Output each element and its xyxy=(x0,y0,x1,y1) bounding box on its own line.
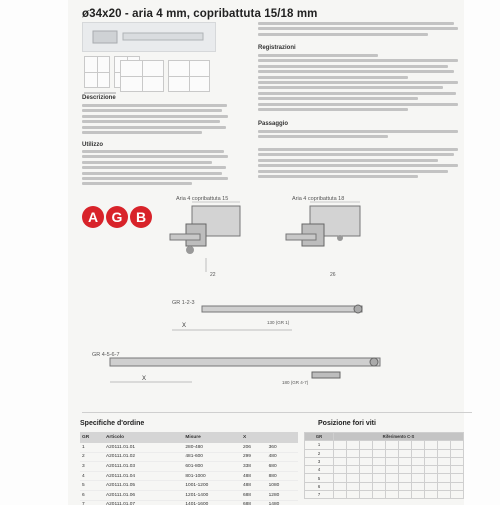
table-row xyxy=(80,490,298,500)
pos-col-gr: GR xyxy=(305,433,334,441)
table-cell: 1201-1400 xyxy=(183,490,241,500)
spec-col-articolo: Articolo xyxy=(104,432,175,443)
drawing-label-15: Aria 4 copribattuta 15 xyxy=(176,196,229,202)
table-cell xyxy=(411,482,424,490)
table-cell xyxy=(372,457,385,465)
table-row xyxy=(80,500,298,505)
table-cell: 3 xyxy=(80,462,104,472)
table-cell xyxy=(411,491,424,499)
table-cell xyxy=(385,449,398,457)
table-cell xyxy=(385,474,398,482)
table-cell xyxy=(450,466,463,474)
table-cell xyxy=(450,457,463,465)
table-cell xyxy=(359,457,372,465)
table-cell xyxy=(424,474,437,482)
table-cell xyxy=(372,449,385,457)
table-cell xyxy=(333,474,346,482)
table-cell: 680 xyxy=(267,462,298,472)
table-cell xyxy=(333,457,346,465)
group-label-1: GR 1-2-3 xyxy=(172,300,195,306)
table-cell: 1401-1600 xyxy=(183,500,241,505)
hinge-photo-icon xyxy=(83,23,215,51)
table-cell xyxy=(398,491,411,499)
table-cell xyxy=(175,462,184,472)
table-cell xyxy=(385,441,398,449)
table-cell xyxy=(437,441,450,449)
table-cell xyxy=(411,457,424,465)
table-cell xyxy=(411,474,424,482)
table-cell: 688 xyxy=(241,500,267,505)
table-cell: 1001-1200 xyxy=(183,481,241,491)
table-cell xyxy=(450,449,463,457)
table-cell xyxy=(175,452,184,462)
table-row xyxy=(305,449,464,457)
table-cell xyxy=(333,491,346,499)
dim-range-1: 130 (GR 1) xyxy=(267,320,290,325)
table-cell xyxy=(424,491,437,499)
table-row xyxy=(80,452,298,462)
page-title: ø34x20 - aria 4 mm, copribattuta 15/18 mm xyxy=(82,8,318,20)
table-cell: 2 xyxy=(305,449,334,457)
table-cell xyxy=(372,482,385,490)
table-cell: A20111.01.06 xyxy=(104,490,175,500)
table-cell xyxy=(385,482,398,490)
table-cell: 299 xyxy=(241,452,267,462)
section-heading-passaggio: Passaggio xyxy=(258,121,289,127)
table-cell: 7 xyxy=(305,491,334,499)
table-cell: A20111.01.03 xyxy=(104,462,175,472)
pos-table xyxy=(304,432,464,499)
table-cell xyxy=(333,449,346,457)
table-cell xyxy=(359,474,372,482)
table-cell xyxy=(450,441,463,449)
cross-section-drawing-15 xyxy=(150,200,250,280)
table-row xyxy=(305,441,464,449)
table-cell: 801-1000 xyxy=(183,471,241,481)
table-cell xyxy=(398,457,411,465)
window-diagram-4 xyxy=(120,60,164,92)
pos-title: Posizione fori viti xyxy=(318,420,376,427)
section-heading-registrazioni: Registrazioni xyxy=(258,45,296,51)
table-cell xyxy=(385,491,398,499)
table-cell xyxy=(437,457,450,465)
table-cell: 280-480 xyxy=(183,443,241,452)
table-cell xyxy=(346,482,359,490)
stay-arm-drawing-2 xyxy=(82,350,394,410)
table-row xyxy=(80,462,298,472)
table-row xyxy=(305,482,464,490)
pos-col-group: Riferimento C-S xyxy=(333,433,463,441)
dim-label-15-a: 22 xyxy=(210,272,216,278)
table-row xyxy=(80,443,298,452)
table-row xyxy=(80,481,298,491)
table-cell xyxy=(398,441,411,449)
table-cell: 1480 xyxy=(267,500,298,505)
group-label-2: GR 4-5-6-7 xyxy=(92,352,120,358)
table-cell xyxy=(450,491,463,499)
table-cell: A20111.01.07 xyxy=(104,500,175,505)
table-cell xyxy=(437,449,450,457)
intro-text xyxy=(258,22,463,38)
table-cell xyxy=(175,443,184,452)
spec-col-x: X xyxy=(241,432,267,443)
table-cell: 4 xyxy=(80,471,104,481)
table-cell xyxy=(372,441,385,449)
table-cell xyxy=(346,441,359,449)
section-heading-utilizzo: Utilizzo xyxy=(82,142,103,148)
table-cell: 338 xyxy=(241,462,267,472)
table-cell: 601-800 xyxy=(183,462,241,472)
spec-header-row xyxy=(80,432,298,443)
table-cell xyxy=(175,500,184,505)
dim-x-label-2: X xyxy=(142,376,147,382)
table-cell xyxy=(346,466,359,474)
table-cell xyxy=(385,457,398,465)
table-cell xyxy=(359,482,372,490)
table-cell: 880 xyxy=(267,471,298,481)
table-row xyxy=(80,471,298,481)
table-cell: 7 xyxy=(80,500,104,505)
spec-table xyxy=(80,432,298,505)
table-cell xyxy=(359,491,372,499)
table-cell xyxy=(333,441,346,449)
table-cell xyxy=(437,474,450,482)
agb-logo-g: G xyxy=(106,206,128,228)
table-cell: A20111.01.02 xyxy=(104,452,175,462)
drawing-label-18: Aria 4 copribattuta 18 xyxy=(292,196,345,202)
utilizzo-text xyxy=(82,150,230,188)
table-cell xyxy=(359,466,372,474)
table-cell xyxy=(398,449,411,457)
table-cell xyxy=(372,491,385,499)
spec-col-extra xyxy=(267,432,298,443)
dim-x-label-1: X xyxy=(182,323,187,329)
agb-logo-a: A xyxy=(82,206,104,228)
table-cell: 2 xyxy=(80,452,104,462)
table-cell xyxy=(359,441,372,449)
table-cell xyxy=(359,449,372,457)
table-cell xyxy=(411,449,424,457)
window-diagram-1 xyxy=(84,56,110,88)
table-cell xyxy=(450,474,463,482)
table-cell xyxy=(437,491,450,499)
table-cell: 5 xyxy=(80,481,104,491)
table-cell xyxy=(372,466,385,474)
table-cell xyxy=(346,474,359,482)
table-cell xyxy=(346,449,359,457)
table-cell xyxy=(437,466,450,474)
table-cell xyxy=(437,482,450,490)
nb-text xyxy=(258,148,463,180)
table-row xyxy=(305,474,464,482)
page-margin-right xyxy=(464,0,500,505)
table-cell xyxy=(398,474,411,482)
table-cell xyxy=(346,457,359,465)
table-cell: 480 xyxy=(267,452,298,462)
passaggio-text xyxy=(258,130,463,141)
table-cell xyxy=(424,441,437,449)
table-cell xyxy=(333,466,346,474)
table-cell xyxy=(411,441,424,449)
table-row xyxy=(305,466,464,474)
table-cell: 5 xyxy=(305,474,334,482)
table-cell: 4 xyxy=(305,466,334,474)
stay-arm-drawing-1 xyxy=(82,296,382,346)
table-cell: 3 xyxy=(305,457,334,465)
table-cell xyxy=(385,466,398,474)
spec-title: Specifiche d'ordine xyxy=(80,420,145,427)
table-cell xyxy=(450,482,463,490)
cross-section-drawing-18 xyxy=(270,200,370,280)
table-cell xyxy=(346,491,359,499)
table-cell: 481-600 xyxy=(183,452,241,462)
registrazioni-text xyxy=(258,54,463,113)
table-cell xyxy=(411,466,424,474)
table-cell xyxy=(424,449,437,457)
table-cell: 206 xyxy=(241,443,267,452)
table-cell: 1280 xyxy=(267,490,298,500)
table-cell xyxy=(372,474,385,482)
table-cell: A20111.01.04 xyxy=(104,471,175,481)
table-cell: 488 xyxy=(241,481,267,491)
descrizione-text xyxy=(82,104,230,136)
spec-col-misure: Misure xyxy=(183,432,241,443)
table-cell: 360 xyxy=(267,443,298,452)
table-row xyxy=(305,491,464,499)
spec-col-gr: GR xyxy=(80,432,104,443)
table-cell xyxy=(424,457,437,465)
page-margin-left xyxy=(0,0,68,505)
table-cell xyxy=(175,471,184,481)
section-divider xyxy=(82,412,472,413)
table-cell xyxy=(398,466,411,474)
table-cell: 1 xyxy=(305,441,334,449)
agb-logo-b: B xyxy=(130,206,152,228)
table-cell: A20111.01.01 xyxy=(104,443,175,452)
table-cell: 1080 xyxy=(267,481,298,491)
product-photo xyxy=(82,22,216,52)
section-heading-descrizione: Descrizione xyxy=(82,95,116,101)
table-cell xyxy=(424,466,437,474)
table-cell xyxy=(398,482,411,490)
window-diagram-5 xyxy=(168,60,210,92)
table-cell: 688 xyxy=(241,490,267,500)
table-cell: 1 xyxy=(80,443,104,452)
dim-label-18-a: 26 xyxy=(330,272,336,278)
table-cell xyxy=(424,482,437,490)
table-cell: 488 xyxy=(241,471,267,481)
pos-header-row xyxy=(305,433,464,441)
window-diagram-3 xyxy=(84,92,116,94)
table-row xyxy=(305,457,464,465)
table-cell: 6 xyxy=(305,482,334,490)
table-cell xyxy=(175,490,184,500)
table-cell xyxy=(175,481,184,491)
table-cell: A20111.01.05 xyxy=(104,481,175,491)
spec-col-blank xyxy=(175,432,184,443)
table-cell: 6 xyxy=(80,490,104,500)
dim-range-2: 180 (GR 4-7) xyxy=(282,380,309,385)
table-cell xyxy=(333,482,346,490)
